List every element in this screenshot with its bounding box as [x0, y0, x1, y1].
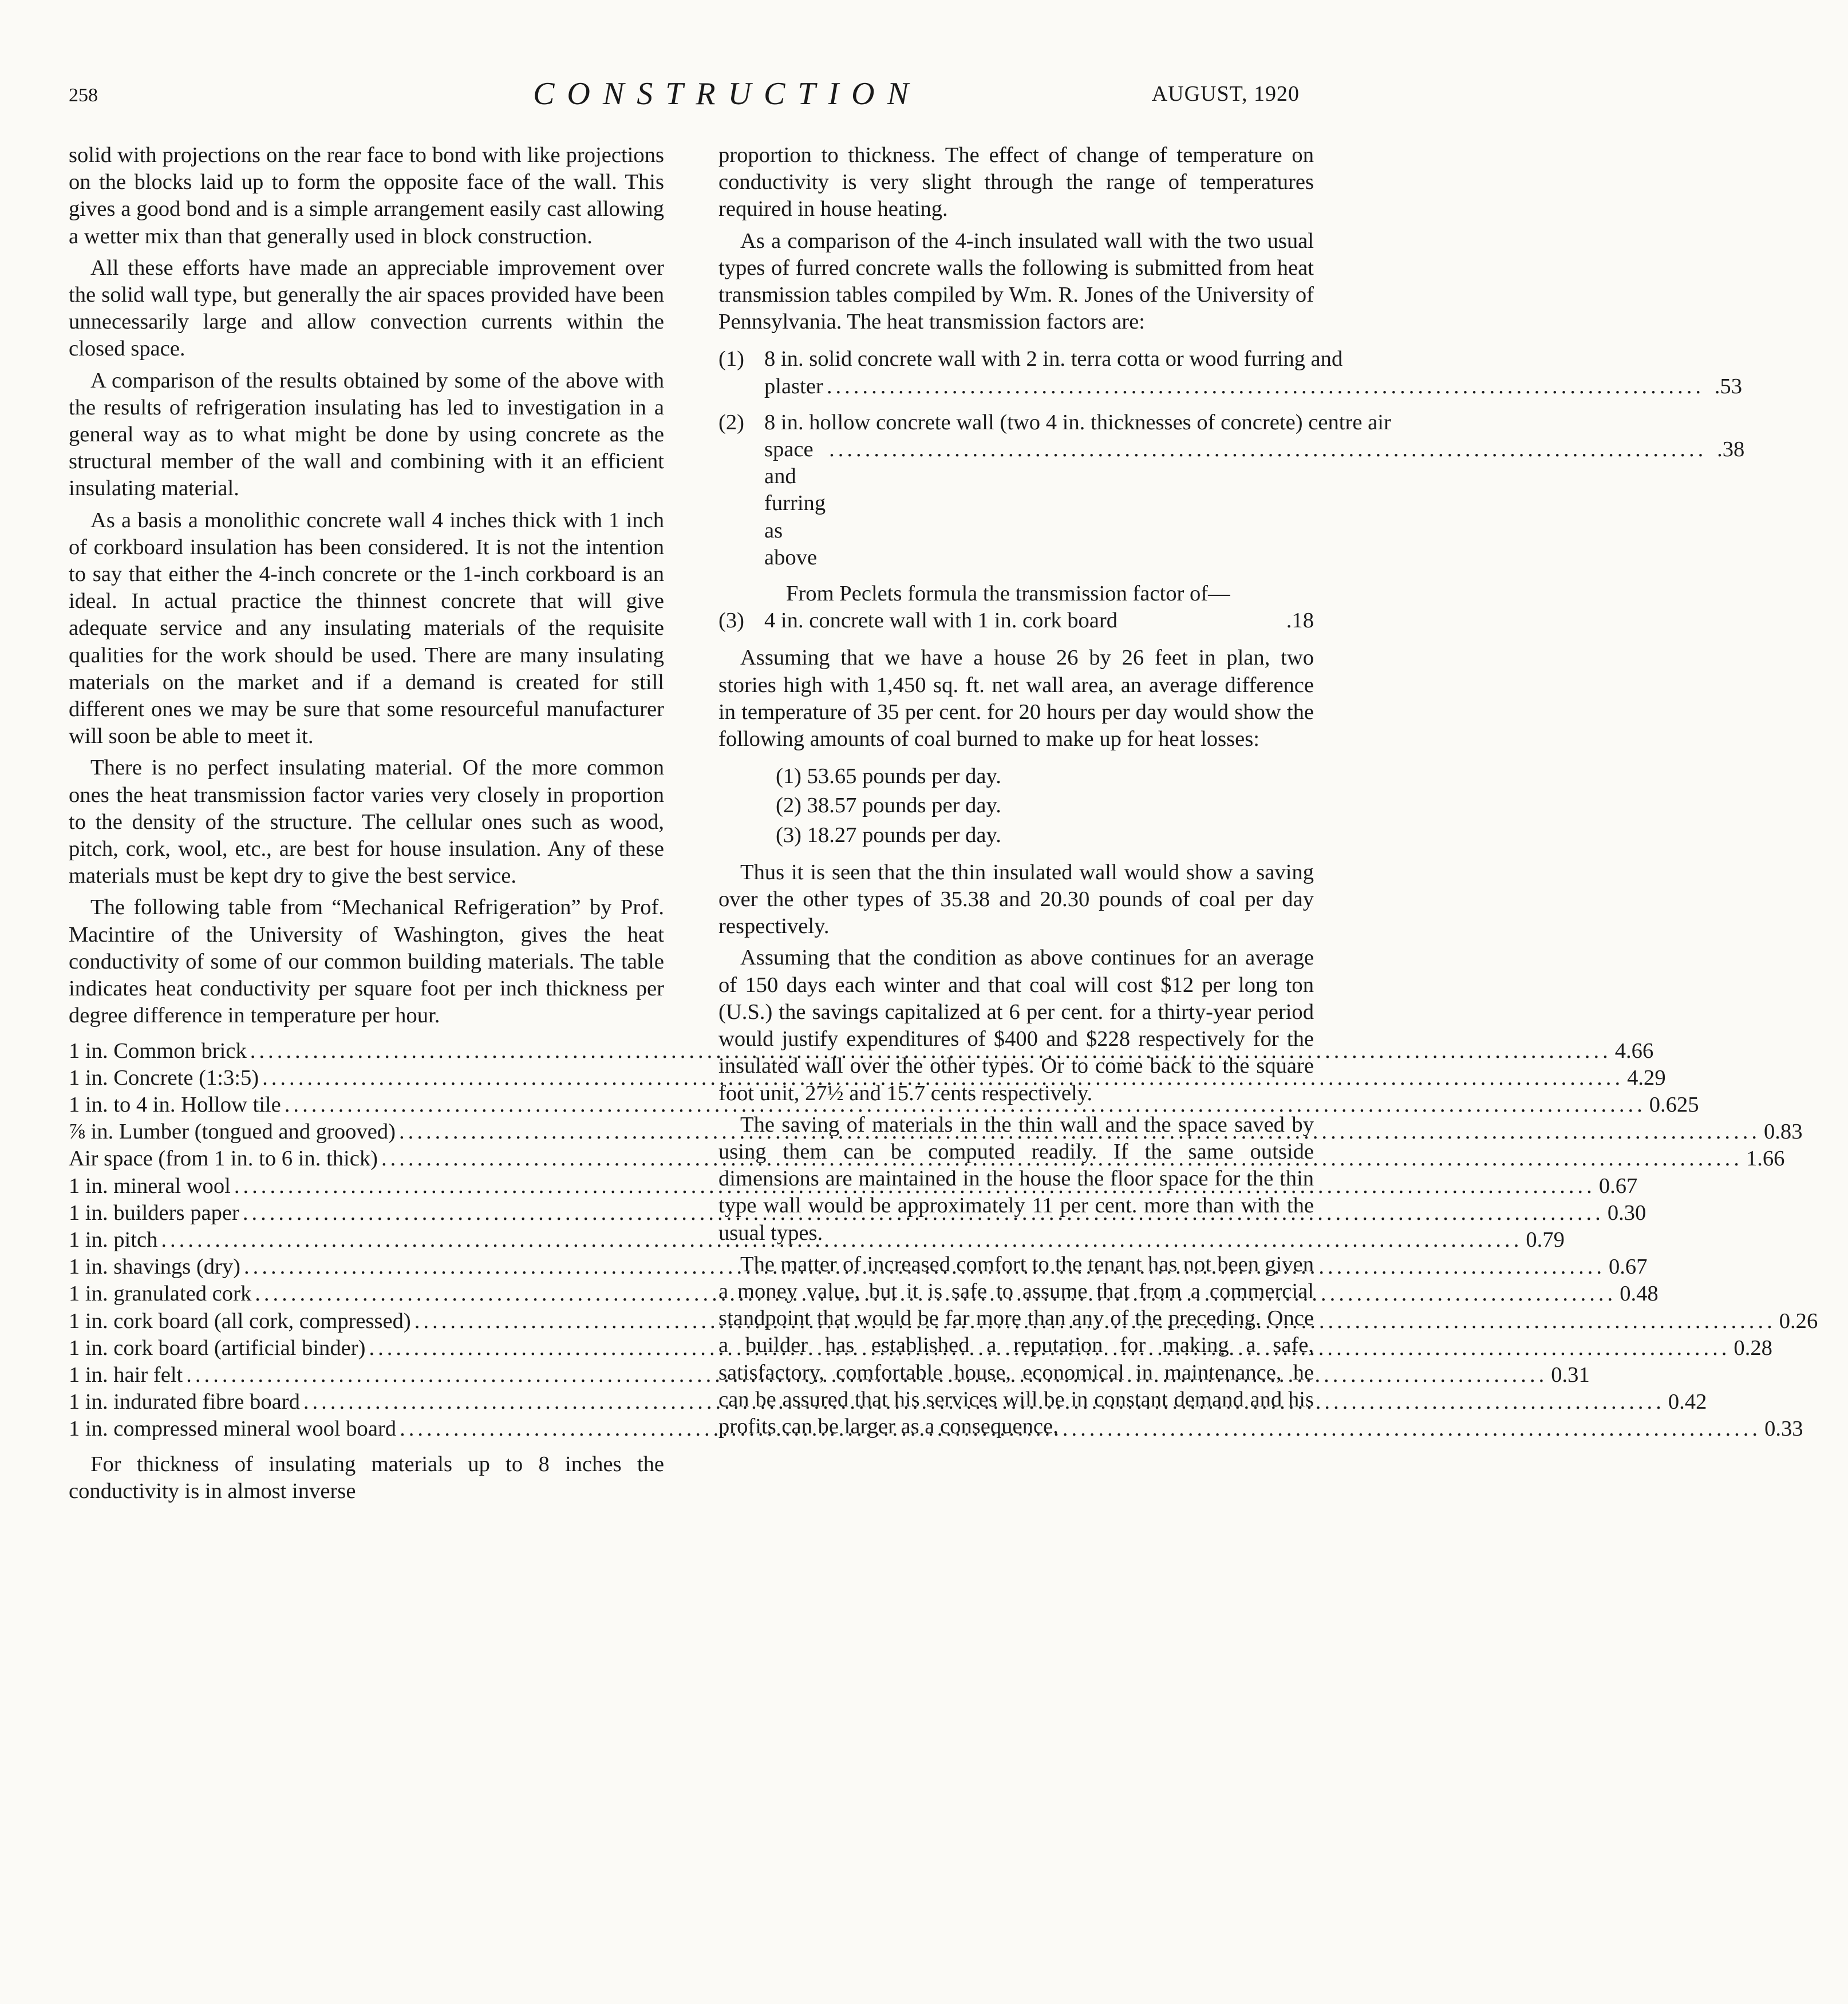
table-row: [69, 1173, 1638, 1200]
conductivity-value: 0.67: [1609, 1255, 1648, 1279]
table-row: [69, 1038, 1654, 1065]
table-row: [69, 1200, 1646, 1227]
conductivity-value: 4.66: [1614, 1038, 1654, 1063]
paragraph: As a basis a monolithic concrete wall 4 inches thick with 1 inch of corkboard insulation has been considered. It is not the intention to say that either the 4-inch concrete or the 1-inch corkboard is an ideal. In actual practice the thinnest concrete that will give adequate service and any insulating materials of the requisite qualities for the work should be used. There are many insulating materials on the market and if a demand is created for still different ones we may be sure that some resourceful manufacturer will soon be able to meet it.: [69, 508, 664, 749]
coal-list: [776, 763, 1314, 849]
conductivity-value: 1.66: [1746, 1147, 1785, 1171]
material-label: 1 in. granulated cork: [69, 1282, 252, 1306]
journal-title: CONSTRUCTION: [533, 76, 921, 112]
paragraph: Thus it is seen that the thin insulated wall would show a saving over the other types of 35.38 and 20.30 pounds of coal per day respectively.: [718, 860, 1314, 939]
table-row: [69, 1280, 1659, 1307]
material-label: 1 in. to 4 in. Hollow tile: [69, 1092, 281, 1117]
table-row: [69, 1254, 1648, 1280]
list-item: [718, 346, 1743, 400]
coal-item: (3) 18.27 pounds per day.: [776, 823, 1001, 847]
material-label: 1 in. cork board (all cork, compressed): [69, 1309, 411, 1333]
table-row: [69, 1118, 1803, 1145]
list-item: [718, 607, 1314, 634]
conductivity-value: 0.625: [1649, 1092, 1699, 1117]
material-label: Air space (from 1 in. to 6 in. thick): [69, 1147, 378, 1171]
table-row: [69, 1308, 1818, 1335]
table-row: [69, 1145, 1785, 1172]
material-label: 1 in. builders paper: [69, 1200, 239, 1225]
conductivity-value: 0.28: [1734, 1335, 1772, 1360]
table-row: [69, 1335, 1772, 1362]
conductivity-value: 0.79: [1526, 1227, 1565, 1252]
factor-value: .18: [1286, 608, 1314, 633]
material-label: 1 in. hair felt: [69, 1362, 183, 1387]
conductivity-value: 0.48: [1620, 1282, 1659, 1306]
paragraph: All these efforts have made an appreciable improvement over the solid wall type, but generally the air spaces provided have been unnecessarily large and allow convection currents within the closed space.: [69, 255, 664, 361]
table-row: [69, 1065, 1666, 1092]
material-label: 1 in. mineral wool: [69, 1173, 231, 1198]
page-number: 258: [69, 85, 98, 106]
paragraph: The matter of increased comfort to the tenant has not been given a money value, but it is safe to assume that from a commercial standpoint that would be far more than any of the preceding. Once a builder has established a reputation for making a safe, satisfactory, comfortable house, economical in maintenance, he can be assured that his services will be in constant demand and his profits can be larger as a consequence.: [718, 1252, 1314, 1438]
material-label: 1 in. pitch: [69, 1227, 158, 1252]
conductivity-value: 4.29: [1627, 1065, 1666, 1090]
item-number: (1): [718, 347, 744, 371]
paragraph: proportion to thickness. The effect of change of temperature on conductivity is very slight through the range of temperatures required in house heating.: [718, 143, 1314, 222]
paragraph: There is no perfect insulating material. Of the more common ones the heat transmission factor varies very closely in proportion to the density of the structure. The cellular ones such as wood, pitch, cork, wool, etc., are best for house insulation. Any of these materials must be kept dry to give the best service.: [69, 756, 664, 888]
paragraph: A comparison of the results obtained by some of the above with the results of refrigeration insulating has led to investigation in a general way as to what might be done by using concrete as the structural member of the wall and combining with it an efficient insulating material.: [69, 368, 664, 501]
paragraph: solid with projections on the rear face to bond with like projections on the blocks laid up to form the opposite face of the wall. This gives a good bond and is a simple arrangement easily cast allowing a wetter mix than that generally used in block construction.: [69, 143, 664, 248]
item-text: 8 in. solid concrete wall with 2 in. terra cotta or wood furring and: [764, 347, 1343, 371]
material-label: 1 in. cork board (artificial binder): [69, 1335, 366, 1360]
material-label: ⅞ in. Lumber (tongued and grooved): [69, 1120, 396, 1144]
formula-note: From Peclets formula the transmission factor of—: [786, 582, 1230, 606]
paragraph: The saving of materials in the thin wall and the space saved by using them can be computed readily. If the same outside dimensions are maintained in the house the floor space for the thin type wall would be approximately 11 per cent. more than with the usual types.: [718, 1112, 1314, 1245]
transmission-factors-list: [718, 346, 1745, 634]
page-header: [34, 76, 1300, 126]
conductivity-value: 0.67: [1598, 1173, 1638, 1198]
conductivity-value: 0.30: [1607, 1200, 1646, 1225]
item-number: (2): [718, 410, 744, 434]
paragraph: The following table from “Mechanical Refrigeration” by Prof. Macintire of the University of Washington, gives the heat conductivity of some of our common building materials. The table indicates heat conductivity per square foot per inch thickness per degree difference in temperature per hour.: [69, 895, 664, 1028]
conductivity-value: 0.31: [1551, 1362, 1590, 1387]
paragraph: As a comparison of the 4-inch insulated wall with the two usual types of furred concrete walls the following is submitted from heat transmission tables compiled by Wm. R. Jones of the University of Pennsylvania. The heat transmission factors are:: [718, 228, 1314, 334]
coal-item: (1) 53.65 pounds per day.: [776, 764, 1001, 789]
material-label: 1 in. Common brick: [69, 1038, 247, 1063]
material-label: 1 in. compressed mineral wool board: [69, 1417, 397, 1441]
list-item: [718, 409, 1745, 571]
conductivity-value: 0.33: [1764, 1417, 1803, 1441]
item-text-end: space and furring as above: [764, 437, 826, 570]
material-label: 1 in. Concrete (1:3:5): [69, 1065, 259, 1090]
conductivity-value: 0.26: [1779, 1309, 1818, 1333]
issue-date: AUGUST, 1920: [1151, 82, 1300, 106]
table-row: [69, 1227, 1565, 1254]
factor-value: .38: [1717, 437, 1745, 462]
conductivity-value: 0.83: [1764, 1120, 1803, 1144]
conductivity-value: 0.42: [1668, 1390, 1707, 1414]
table-row: [69, 1092, 1699, 1118]
table-row: [69, 1389, 1707, 1416]
paragraph: For thickness of insulating materials up to 8 inches the conductivity is in almost inverse: [69, 1452, 664, 1503]
material-label: 1 in. indurated fibre board: [69, 1390, 300, 1414]
item-number: (3): [718, 608, 744, 633]
dot-leader: [826, 436, 1710, 463]
dot-leader: [823, 373, 1708, 400]
item-text: 8 in. hollow concrete wall (two 4 in. thicknesses of concrete) centre air: [764, 410, 1391, 434]
item-text-end: plaster: [764, 374, 823, 398]
item-text: 4 in. concrete wall with 1 in. cork board: [764, 608, 1118, 633]
coal-item: (2) 38.57 pounds per day.: [776, 793, 1001, 818]
material-label: 1 in. shavings (dry): [69, 1255, 241, 1279]
factor-value: .53: [1714, 374, 1743, 398]
paragraph: Assuming that the condition as above continues for an average of 150 days each winter and that coal will cost $12 per long ton (U.S.) the savings capitalized at 6 per cent. for a thirty-year period would justify expenditures of $400 and $228 respectively for the insulated wall over the other types. Or to come back to the square foot unit, 27½ and 15.7 cents respectively.: [718, 946, 1314, 1105]
table-row: [69, 1416, 1803, 1442]
table-row: [69, 1362, 1590, 1389]
paragraph: Assuming that we have a house 26 by 26 feet in plan, two stories high with 1,450 sq. ft. net wall area, an average difference in temperature of 35 per cent. for 20 hours per day would show the following amounts of coal burned to make up for heat losses:: [718, 646, 1314, 752]
